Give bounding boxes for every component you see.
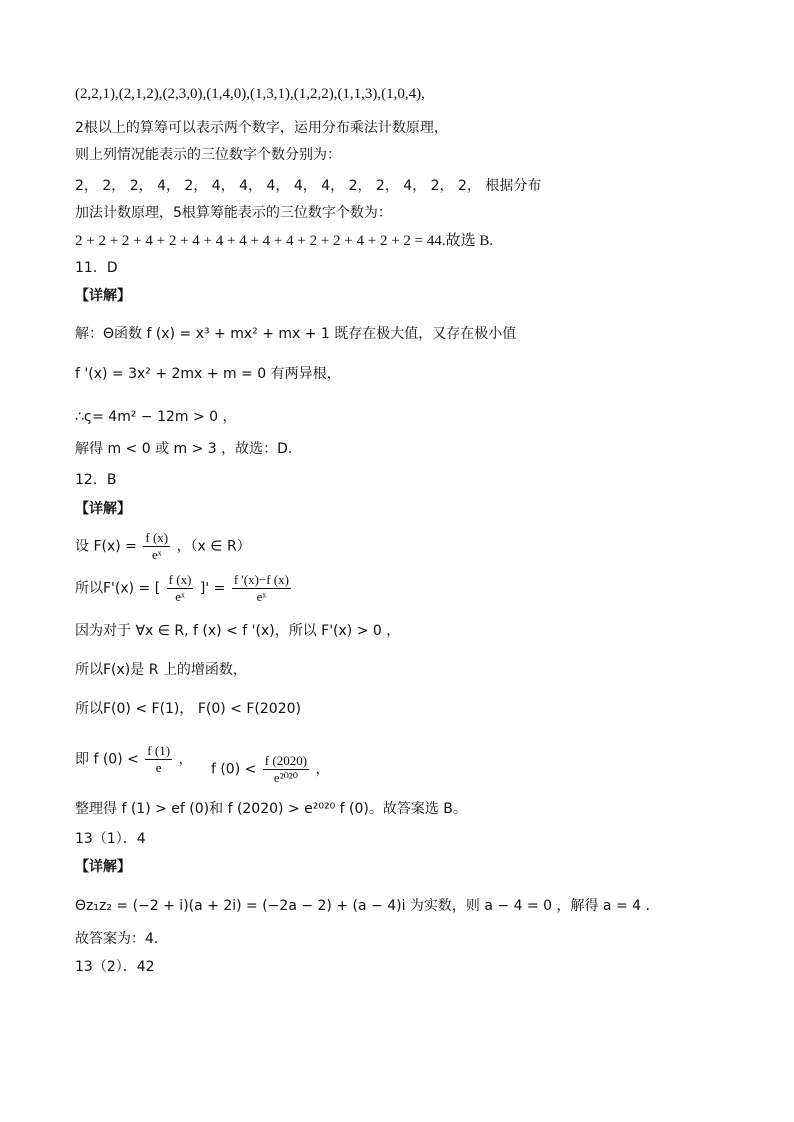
fraction: $\frac{f (2020)}{\text{e²⁰²⁰}}$ [264,753,308,785]
inequality-line: 即 f (0) < $\frac{f (1)}{e}$ ， f (0) < $\frac{f (2020)}{\text{e²⁰²⁰}}$ ， [75,743,330,785]
answer-13-2: 13（2）．42 [75,959,155,975]
detail-heading: 【详解】 [75,288,131,304]
solution-line: 解：Θ函数 f (x) = x³ + mx² + mx + 1 既存在极大值，又存在极小值 [75,326,517,342]
answer-11: 11．D [75,260,118,276]
detail-heading: 【详解】 [75,501,131,517]
triple-list: (2,2,1),(2,1,2),(2,3,0),(1,4,0),(1,3,1),(1,2,2),(1,1,3),(1,0,4), [75,86,425,102]
F-compare-line: 所以F(0) < F(1)， F(0) < F(2020) [75,701,301,717]
result-line: 解得 m < 0 或 m > 3 ，故选：D． [75,441,302,457]
answer-13-1: 13（1）．4 [75,831,146,847]
count-list: 2， 2， 2， 4， 2， 4， 4， 4， 4， 4， 2， 2， 4， 2， 2， 根据分布 [75,178,542,194]
fraction: $\frac{f '(x)-f (x)}{\text{eˣ}}$ [233,572,289,604]
text-line: 2根以上的算筹可以表示两个数字，运用分布乘法计数原理， [75,120,448,136]
fraction: $\frac{f (x)}{\text{eˣ}}$ [168,572,192,604]
answer-12: 12．B [75,472,117,488]
increasing-line: 所以F(x)是 R 上的增函数， [75,662,247,678]
answer-line: 故答案为：4. [75,931,159,947]
detail-heading: 【详解】 [75,859,131,875]
define-F-line: 设 F(x) = $\frac{f (x)}{\text{eˣ}}$ ，（x ∈ R） [75,530,251,562]
because-line: 因为对于 ∀x ∈ R, f (x) < f '(x)，所以 F'(x) > 0 ， [75,623,401,639]
fraction: $\frac{f (1)}{e}$ [147,743,171,775]
discriminant-line: ∴ς= 4m² − 12m > 0 ， [75,409,237,425]
complex-line: Θz₁z₂ = (−2 + i)(a + 2i) = (−2a − 2) + (a − 4)i 为实数，则 a − 4 = 0 ，解得 a = 4 . [75,898,650,914]
fraction: $\frac{f (x)}{\text{eˣ}}$ [145,530,169,562]
conclusion-line: 整理得 f (1) > ef (0)和 f (2020) > e²⁰²⁰ f (0)。故答案选 B。 [75,801,467,817]
F-prime-line: 所以F'(x) = [ $\frac{f (x)}{\text{eˣ}}$ ]' = $\frac{f '(x)-f (x)}{\text{eˣ}}$ [75,572,289,604]
text-line: 则上列情况能表示的三位数字个数分别为： [75,147,341,163]
sum-equation: 2 + 2 + 2 + 4 + 2 + 4 + 4 + 4 + 4 + 4 + 2 + 2 + 4 + 2 + 2 = 44.故选 B. [75,233,494,249]
text-line: 加法计数原理，5根算筹能表示的三位数字个数为： [75,205,392,221]
derivative-line: f '(x) = 3x² + 2mx + m = 0 有两异根， [75,366,341,382]
